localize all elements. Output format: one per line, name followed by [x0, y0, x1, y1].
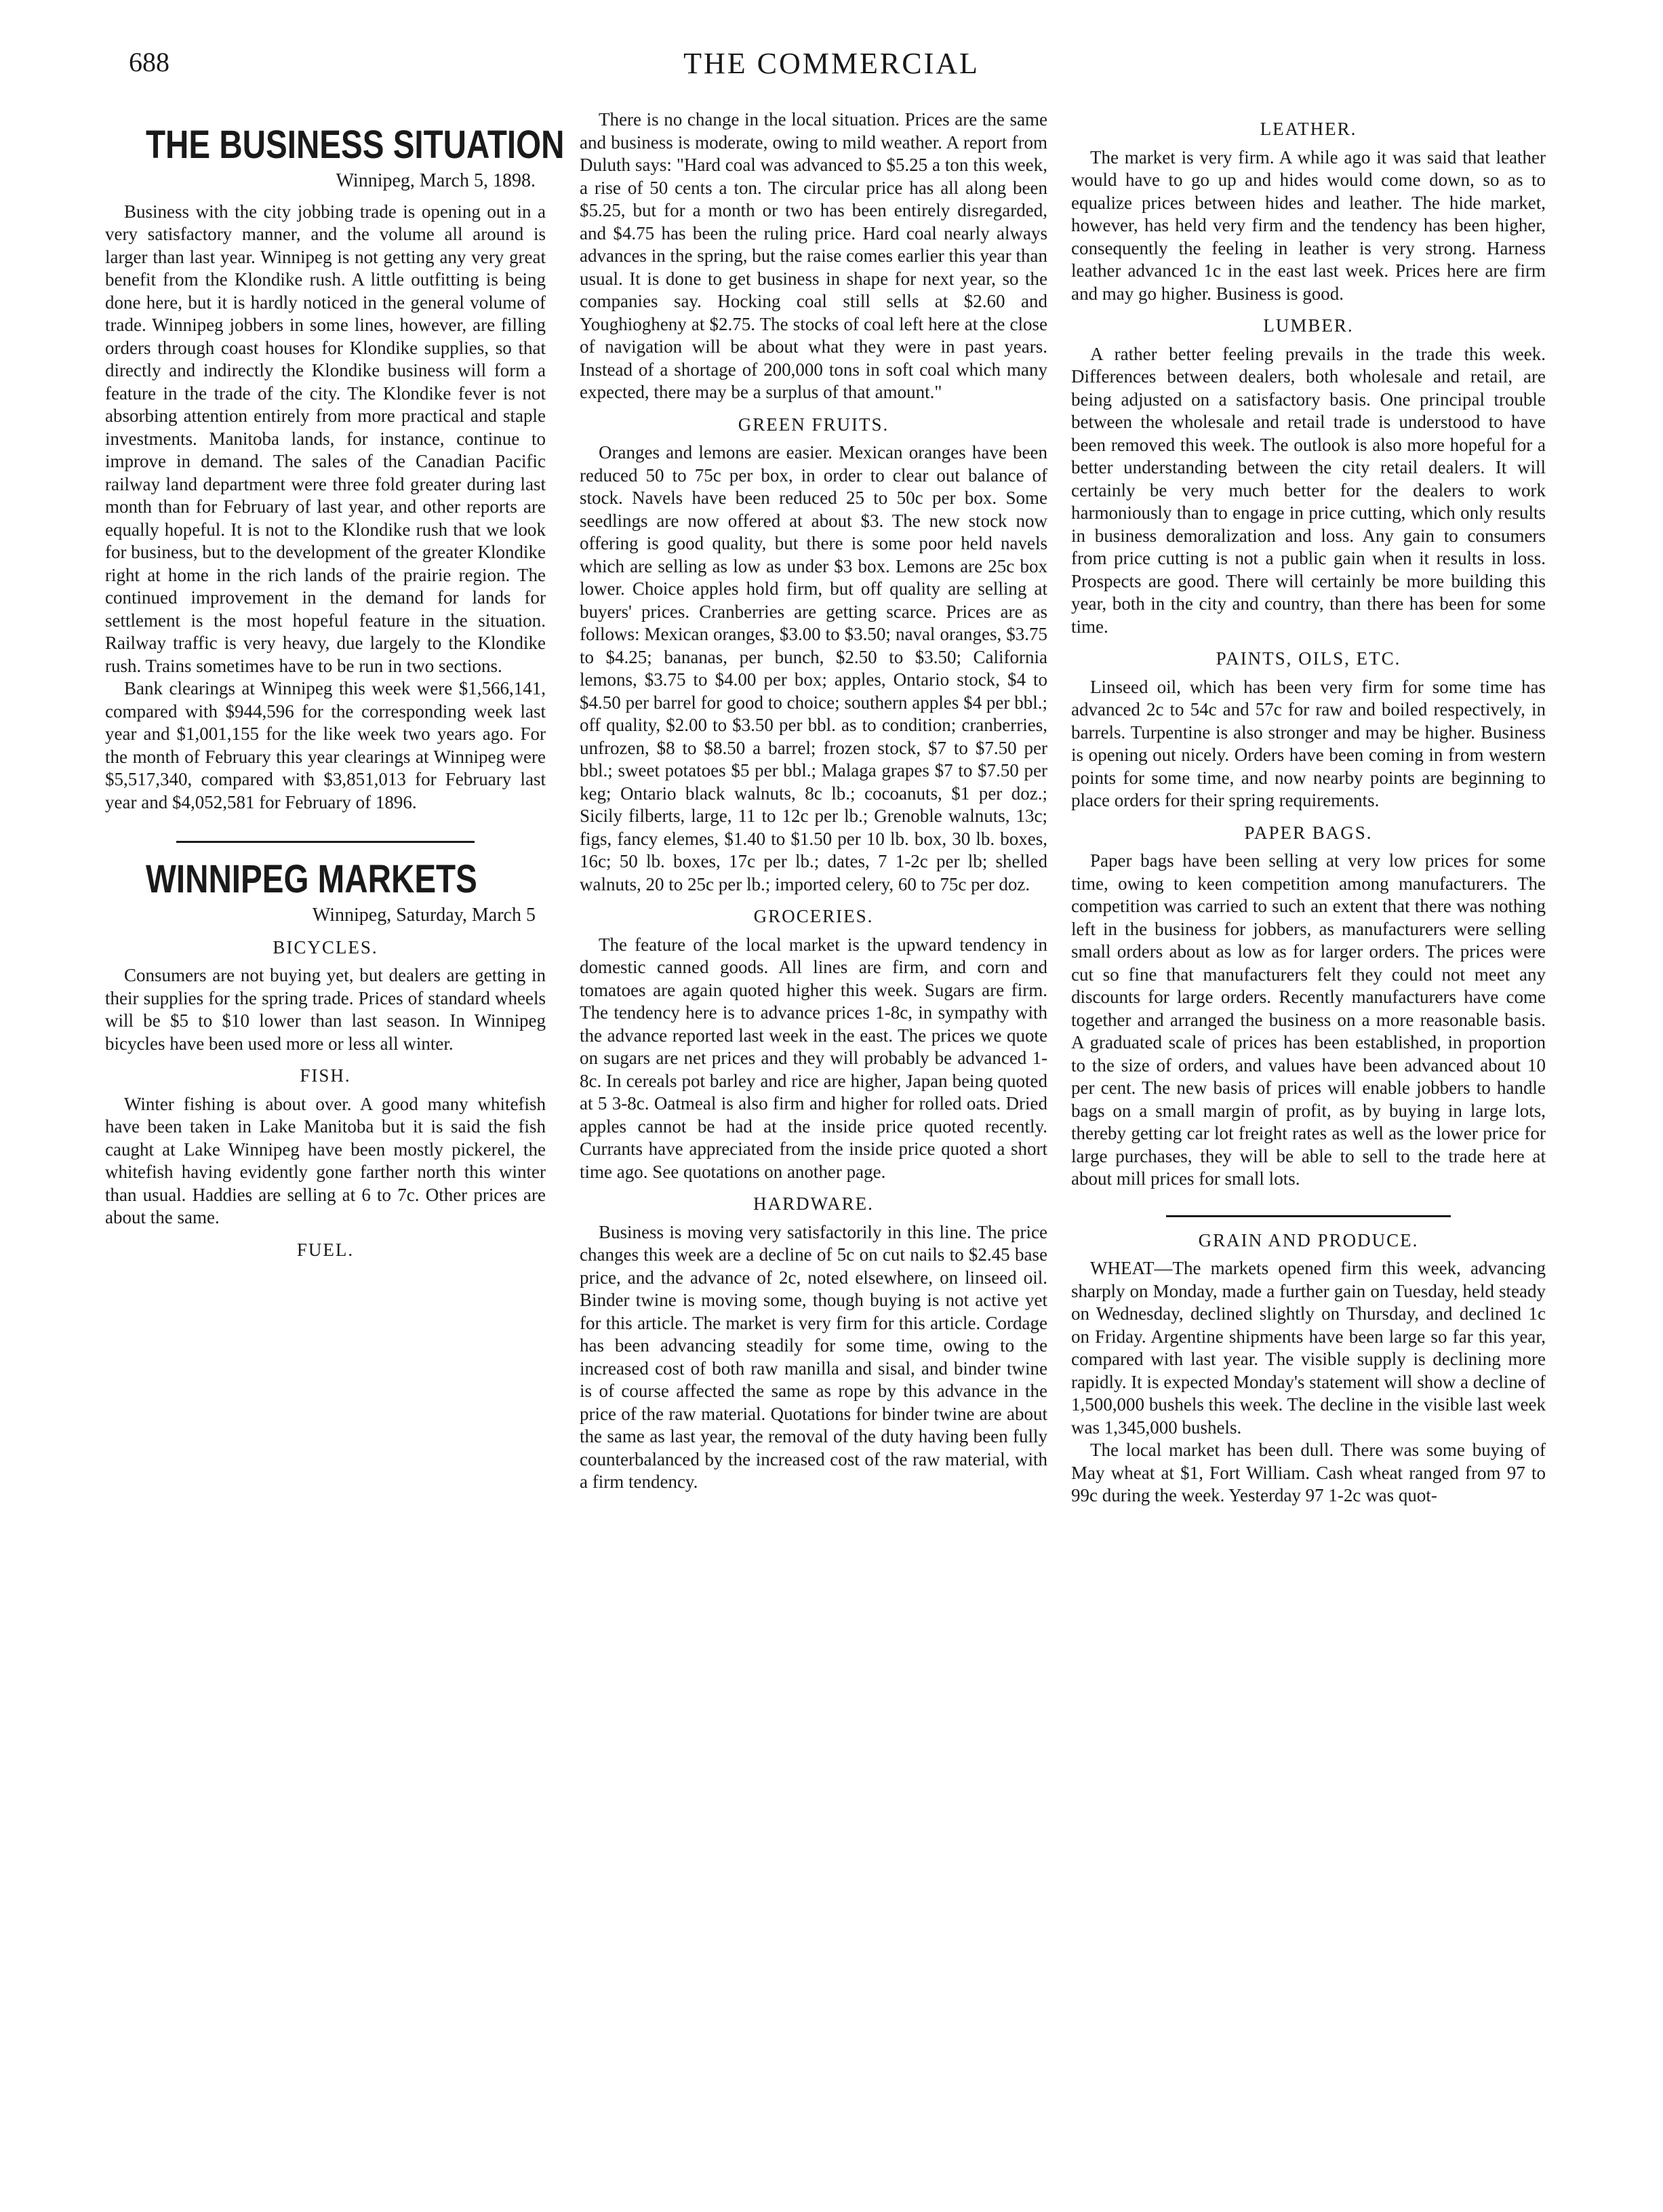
- business-situation-title: THE BUSINESS SITUATION: [146, 123, 565, 167]
- bicycles-heading: BICYCLES.: [273, 936, 378, 957]
- paper-bags-heading: PAPER BAGS.: [1244, 822, 1373, 843]
- business-situation-dateline: Winnipeg, March 5, 1898.: [336, 170, 536, 191]
- paints-heading: PAINTS, OILS, ETC.: [1216, 648, 1401, 669]
- fish-text: Winter fishing is about over. A good many whitefish have been taken in Lake Manitoba but it is said the fish caught at Lake Winnipeg have been mostly pickerel, the whitefish having evidently gone farther north this winter than usual. Haddies are selling at 6 to 7c. Other prices are about the same.: [105, 1093, 546, 1227]
- green-fruits-text: Oranges and lemons are easier. Mexican oranges have been reduced 50 to 75c per box, in order to clear out balance of stock. Navels have been reduced 25 to 50c per box. Some seedlings are now offered at about $3. The new stock now offering is good quality, but there is some poor held navels which are selling as low as under $3 box. Lemons are 25c box lower. Choice apples hold firm, but off quality are selling at buyers' prices. Cranberries are getting scarce. Prices are as follows: Mexican oranges, $3.00 to $3.50; naval oranges, $3.75 to $4.25; bananas, per bunch, $2.50 to $3.50; California lemons, $3.75 to $4.00 per box; apples, Ontario stock, $4 to $4.50 per barrel for good to choice; southern apples $4 per bbl.; off quality, $2.00 to $3.50 per bbl. as to condition; cranberries, unfrozen, $8 to $8.50 a barrel; frozen stock, $7 to $7.50 per bbl.; sweet potatoes $5 per bbl.; Malaga grapes $7 to $7.50 per keg; Ontario black walnuts, 8c lb.; cocoanuts, $1 per doz.; Sicily filberts, large, 11 to 12c per lb.; Grenoble walnuts, 13c; figs, fancy elemes, $1.40 to $1.50 per 10 lb. box, 30 lb. boxes, 16c; 50 lb. boxes, 17c per lb.; dates, 7 1-2c per lb; shelled walnuts, 20 to 25c per lb.; imported celery, 60 to 75c per doz.: [580, 442, 1047, 894]
- lumber-text: A rather better feeling prevails in the trade this week. Differences between dealers, both wholesale and retail, are being adjusted on a satisfactory basis. One principal trouble between the wholesale and retail trade is understood to have been removed this week. The outlook is also more hopeful for a better understanding between the city retail dealers. It will certainly be very much better for the dealers to work harmoniously than to engage in price cutting, which only results in business demoralization and loss. Any gain to consumers from price cutting is not a public gain when it results in loss. Prospects are good. There will certainly be more building this year, both in the city and country, than there has been for some time.: [1071, 343, 1546, 637]
- fuel-heading: FUEL.: [296, 1239, 355, 1260]
- business-situation-paragraph: Business with the city jobbing trade is opening out in a very satisfactory manner, and the volume all around is larger than last year. Winnipeg is not getting any very great benefit from the Klondike rush. A little outfitting is being done here, but it is hardly noticed in the general volume of trade. Winnipeg jobbers in some lines, however, are filling orders through coast houses for Klondike supplies, so that directly and indirectly the Klondike business will form a feature in the trade of the city. The Klondike fever is not absorbing attention entirely from more practical and staple investments. Manitoba lands, for instance, continue to improve in demand. The sales of the Canadian Pacific railway land department were three fold greater during last month than for February of last year, and other reports are equally hopeful. It is not to the Klondike rush that we look for business, but to the development of the greater Klondike right at home in the rich lands of the prairie region. The continued improvement in the demand for lands for settlement is the most hopeful feature in the situation. Railway traffic is very heavy, due largely to the Klondike rush. Trains sometimes have to be run in two sections.: [105, 201, 546, 676]
- masthead: THE COMMERCIAL: [683, 47, 980, 80]
- leather-heading: LEATHER.: [1260, 119, 1357, 139]
- lumber-heading: LUMBER.: [1263, 315, 1354, 336]
- fish-heading: FISH.: [300, 1065, 351, 1086]
- winnipeg-markets-title: WINNIPEG MARKETS: [146, 857, 477, 901]
- page-header: [0, 46, 1663, 87]
- section-divider: [176, 841, 475, 843]
- hardware-text: Business is moving very satisfactorily in this line. The price changes this week are a decline of 5c on cut nails to $2.45 base price, and the advance of 2c, noted elsewhere, on linseed oil. Binder twine is moving some, though buying is not active yet for this article. The market is very firm for this article. Cordage has been advancing steadily for some time, owing to the increased cost of both raw manilla and sisal, and binder twine is of course affected the same as rope by this advance in the price of the raw material. Quotations for binder twine are about the same as last year, the removal of the duty having been fully counterbalanced by the increased cost of the raw material, with a firm tendency.: [580, 1221, 1047, 1492]
- paints-text: Linseed oil, which has been very firm for some time has advanced 2c to 54c and 57c for raw and boiled respectively, in barrels. Turpentine is also stronger and may be higher. Business is opening out nicely. Orders have been coming in from western points for some time, and now nearby points are beginning to place orders for their spring requirements.: [1071, 676, 1546, 810]
- column-3: [1071, 108, 1546, 1507]
- hardware-heading: HARDWARE.: [753, 1193, 874, 1214]
- green-fruits-heading: GREEN FRUITS.: [738, 414, 889, 435]
- paper-bags-text: Paper bags have been selling at very low prices for some time, owing to keen competition among manufacturers. The competition was carried to such an extent that there was nothing left in the business for jobbers, as manufacturers were selling small orders about as low as for larger orders. The prices were cut so fine that manufacturers felt they could not meet any discounts for large orders. Recently manufacturers have come together and arranged the business on a more reasonable basis. A graduated scale of prices has been established, in proportion to the size of orders, and values have been advanced about 10 per cent. The new basis of prices will enable jobbers to handle bags on a small margin of profit, as by buying in large lots, thereby getting car lot freight rates as well as the lower price for large purchases, they will be able to sell to the trade here at about mill prices for small lots.: [1071, 850, 1546, 1189]
- section-divider: [1166, 1215, 1451, 1217]
- column-2: [580, 108, 1047, 1494]
- local-market-text: The local market has been dull. There was some buying of May wheat at $1, Fort William. Cash wheat ranged from 97 to 99c during the week. Yesterday 97 1-2c was quot-: [1071, 1440, 1546, 1505]
- groceries-heading: GROCERIES.: [753, 906, 874, 926]
- leather-text: The market is very firm. A while ago it was said that leather would have to go up and hides would come down, so as to equalize prices between hides and leather. The hide market, however, has held very firm and the tendency has been higher, consequently the feeling in leather is very strong. Harness leather advanced 1c in the east last week. Prices here are firm and may go higher. Business is good.: [1071, 146, 1546, 304]
- bank-clearings-paragraph: Bank clearings at Winnipeg this week were $1,566,141, compared with $944,596 for the corresponding week last year and $1,001,155 for the like week two years ago. For the month of February this year clearings at Winnipeg were $5,517,340, compared with $3,851,013 for February last year and $4,052,581 for February of 1896.: [105, 678, 546, 812]
- groceries-text: The feature of the local market is the upward tendency in domestic canned goods. All lines are firm, and corn and tomatoes are again quoted higher this week. Sugars are firm. The tendency here is to advance prices 1-8c, in sympathy with the advance reported last week in the east. The prices we quote on sugars are net prices and they will probably be advanced 1-8c. In cereals pot barley and rice are higher, Japan being quoted at 5 3-8c. Oatmeal is also firm and higher for rolled oats. Dried apples cannot be had at the inside price quoted recently. Currants have appreciated from the inside price quoted a short time ago. See quotations on another page.: [580, 934, 1047, 1182]
- column-1: [105, 108, 565, 1267]
- grain-produce-heading: GRAIN AND PRODUCE.: [1198, 1229, 1419, 1250]
- winnipeg-markets-dateline: Winnipeg, Saturday, March 5: [312, 905, 536, 926]
- fuel-text: There is no change in the local situation. Prices are the same and business is moderate, owing to mild weather. A report from Duluth says: "Hard coal was advanced to $5.25 a ton this week, a rise of 50 cents a ton. The circular price has all along been $5.25, but for a month or two has been entirely disregarded, and $4.75 has been the ruling price. Hard coal nearly always advances in the spring, but the raise comes earlier this year than usual. It is done to get business in shape for next year, so the companies say. Hocking coal still sells at $2.60 and Youghiogheny at $2.75. The stocks of coal left here at the close of navigation will be about what they were in past years. Instead of a shortage of 200,000 tons in soft coal which many expected, there may be a surplus of that amount.": [580, 109, 1047, 402]
- page-number: 688: [129, 47, 169, 77]
- wheat-text: WHEAT—The markets opened firm this week, advancing sharply on Monday, made a further gain on Tuesday, held steady on Wednesday, declined slightly on Thursday, and declined 1c on Friday. Argentine shipments have been large so far this year, compared with last year. The visible supply is declining more rapidly. It is expected Monday's statement will show a decline of 1,500,000 bushels this week. The decline in the visible last week was 1,345,000 bushels.: [1071, 1258, 1546, 1438]
- bicycles-text: Consumers are not buying yet, but dealers are getting in their supplies for the spring trade. Prices of standard wheels will be $5 to $10 lower than last season. In Winnipeg bicycles have been used more or less all winter.: [105, 965, 546, 1054]
